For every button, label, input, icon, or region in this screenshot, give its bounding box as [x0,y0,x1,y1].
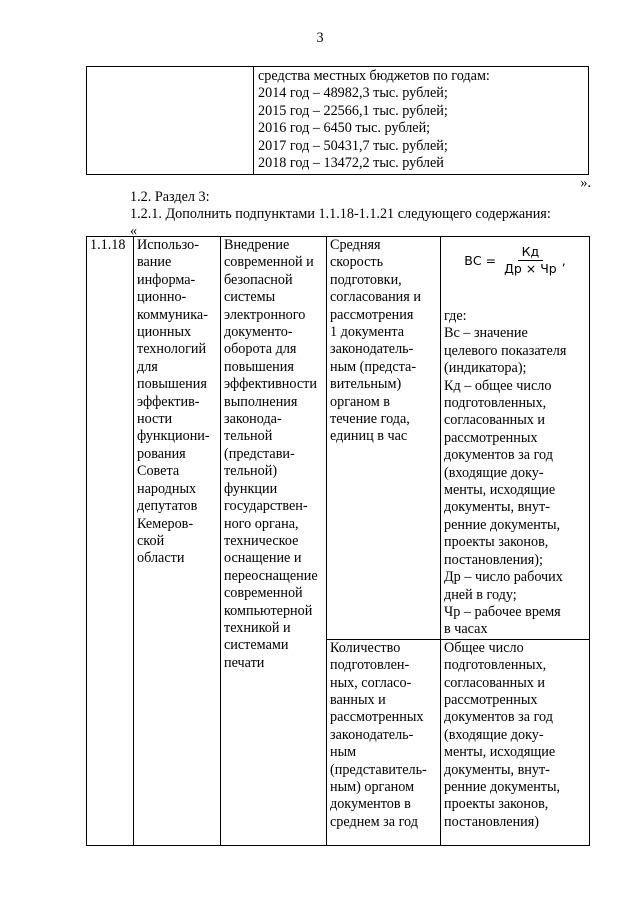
text-line: рования [137,445,186,462]
text-line: эффектив- [137,393,200,410]
text-line: технологий [137,341,207,358]
budget-line: 2016 год – 6450 тыс. рублей; [258,120,431,137]
text-line: менты, исходящие [444,744,556,761]
text-line: печати [224,654,265,671]
text-line: государствен- [224,498,308,515]
formula-lhs: ВС [464,252,482,268]
opening-quote: « [130,223,138,239]
text-line: (индикатора); [444,360,527,377]
text-line: функции [224,480,278,497]
text-line: Кемеров- [137,515,194,532]
text-line: коммуника- [137,306,208,323]
text-line: менты, исходящие [444,482,556,499]
closing-quote: ». [580,175,591,191]
text-line: подготовки, [330,271,402,288]
text-line: ным [330,744,357,761]
formula-denominator: Др × Чр [504,261,557,276]
budget-line: 2014 год – 48982,3 тыс. рублей; [258,85,448,102]
text-line: компьютерной [224,602,313,619]
text-line: рассмотренных [444,429,538,446]
text-line: законодатель- [330,341,414,358]
text-line: документо- [224,324,293,341]
text-line: повышения [137,376,207,393]
text-line: тельной [224,428,273,445]
text-line: рассмотрения [330,306,414,323]
text-line: ской [137,532,165,549]
text-line: Использо- [137,237,199,253]
text-line: безопасной [224,271,293,288]
text-line: документов за год [444,709,553,726]
budget-line: 2018 год – 13472,2 тыс. рублей [258,155,444,172]
text-line: проекты законов, [444,534,549,551]
budget-line: 2015 год – 22566,1 тыс. рублей; [258,102,448,119]
text-line: целевого показателя [444,342,567,359]
text-line: Чр – рабочее время [444,603,561,620]
text-line: ванных и [330,691,386,708]
budget-line: средства местных бюджетов по годам: [258,68,490,84]
text-line: Совета [137,463,180,480]
text-line: функциони- [137,428,210,445]
text-line: 1 документа [330,324,405,341]
indicator-cell [327,639,441,845]
text-line: ционно- [137,289,187,306]
text-line: народных [137,480,197,497]
indicator-cell [327,237,441,640]
budget-line: 2017 год – 50431,7 тыс. рублей; [258,137,448,154]
text-line: среднем за год [330,813,418,830]
text-line: постановления); [444,551,543,568]
text-line: (входящие доку- [444,726,544,743]
formula-fraction [500,245,561,276]
text-line: документов в [330,796,411,813]
formula-tail: , [561,252,566,268]
text-line: ционных [137,324,192,341]
text-line: Кд – общее число [444,377,552,394]
text-line: Внедрение [224,237,290,253]
text-line: (представи- [224,445,295,462]
text-line: проекты законов, [444,796,549,813]
budget-continuation-table [86,66,589,175]
text-line: Количество [330,639,401,656]
text-line: вительным) [330,376,402,393]
text-line: документы, внут- [444,499,550,516]
row-number-cell [87,237,134,846]
text-line: согласования и [330,289,421,306]
section-instruction: 1.2.1. Дополнить подпунктами 1.1.18-1.1.21 следующего содержания: [130,206,551,222]
text-line: ренние документы, [444,516,561,533]
text-line: документы, внут- [444,761,550,778]
text-line: эффективности [224,376,317,393]
text-line: ности [137,411,173,428]
text-line: подготовленных, [444,395,547,412]
text-line: постановления) [444,813,540,830]
page-number: 3 [316,30,324,46]
text-line: согласованных и [444,674,546,691]
text-line: области [137,550,185,567]
text-line: где: [444,308,467,324]
indicator-description-cell [441,639,590,845]
text-line: информа- [137,271,196,288]
text-line: рассмотренных [330,709,424,726]
text-line: Др – число рабочих [444,569,563,586]
text-line: техническое [224,532,299,549]
formula [444,245,586,276]
text-line: Вс – значение [444,325,528,342]
text-line: законода- [224,411,282,428]
text-line: оборота для [224,341,297,358]
text-line: Общее число [444,639,524,656]
text-line: документов за год [444,447,553,464]
formula-numerator: Кд [518,245,544,261]
text-line: законодатель- [330,726,414,743]
formula-equals: = [485,252,497,268]
text-line: согласованных и [444,412,546,429]
task-cell [134,237,221,846]
text-line: системами [224,637,289,654]
text-line: Средняя [330,237,381,253]
text-line: подготовлен- [330,657,410,674]
text-line: течение года, [330,411,410,428]
text-line: ным) органом [330,778,415,795]
text-line: скорость [330,254,384,271]
text-line: подготовленных, [444,657,547,674]
text-line: техникой и [224,619,291,636]
indicators-table [86,236,590,846]
budget-text-cell [254,67,589,175]
text-line: повышения [224,358,294,375]
text-line: современной [224,585,303,602]
text-line: вание [137,254,172,271]
text-line: органом в [330,393,390,410]
text-line: (представитель- [330,761,427,778]
text-line: электронного [224,306,306,323]
text-line: в часах [444,621,488,638]
empty-cell [87,67,254,175]
formula-description [444,308,586,639]
formula-cell [441,237,590,640]
text-line: для [137,358,158,375]
text-line: выполнения [224,393,298,410]
text-line: депутатов [137,498,198,515]
text-line: ного органа, [224,515,299,532]
text-line: переоснащение [224,567,318,584]
text-line: тельной) [224,463,278,480]
row-number: 1.1.18 [90,237,126,253]
text-line: ным (предста- [330,358,417,375]
text-line: ренние документы, [444,778,561,795]
measure-cell [221,237,327,846]
section-heading: 1.2. Раздел 3: [130,189,210,205]
text-line: современной и [224,254,314,271]
text-line: единиц в час [330,428,408,445]
text-line: ных, согласо- [330,674,412,691]
text-line: (входящие доку- [444,464,544,481]
text-line: дней в году; [444,586,517,603]
text-line: системы [224,289,276,306]
text-line: оснащение и [224,550,302,567]
text-line: рассмотренных [444,691,538,708]
